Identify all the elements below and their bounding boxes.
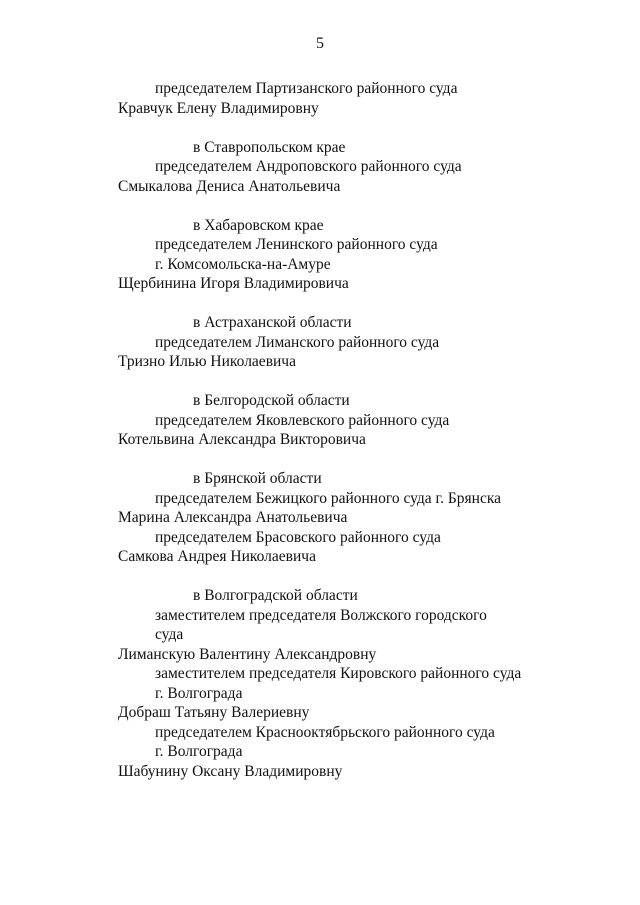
person-name: Тризно Илью Николаевича: [118, 353, 296, 370]
position-line: г. Волгограда: [155, 684, 243, 702]
position-line: председателем Ленинского районного суда: [155, 236, 438, 253]
position-line: председателем Брасовского районного суда: [155, 528, 441, 546]
appointment-block: [0, 138, 640, 197]
person-name: Добраш Татьяну Валериевну: [118, 704, 310, 721]
region-heading: в Волгоградской области: [193, 587, 358, 604]
appointments-list: [0, 79, 640, 801]
person-name: Котельвина Александра Викторовича: [118, 431, 366, 448]
position-line: председателем Андроповского районного суда: [155, 158, 462, 175]
position-line: председателем Бежицкого районного суда г. Брянска: [155, 489, 502, 507]
appointment-block: [0, 313, 640, 372]
appointment-block: [0, 79, 640, 118]
position-line: суда: [155, 626, 184, 643]
position-line: заместителем председателя Кировского районного суда: [155, 665, 522, 682]
region-heading: в Белгородской области: [193, 392, 350, 409]
appointment-block: [0, 391, 640, 450]
appointment-block: [0, 469, 640, 567]
region-heading: в Ставропольском крае: [193, 138, 346, 156]
person-name: Лиманскую Валентину Александровну: [118, 645, 377, 663]
position-line: г. Комсомольска-на-Амуре: [155, 255, 331, 273]
appointment-block: [0, 216, 640, 294]
person-name: Смыкалова Дениса Анатольевича: [118, 177, 341, 195]
person-name: Шабунину Оксану Владимировну: [118, 762, 343, 780]
position-line: г. Волгограда: [155, 743, 243, 760]
position-line: председателем Партизанского районного суда: [155, 80, 458, 97]
page-number: 5: [316, 35, 324, 52]
appointment-block: [0, 586, 640, 781]
person-name: Кравчук Елену Владимировну: [118, 99, 319, 117]
region-heading: в Брянской области: [193, 470, 322, 487]
region-heading: в Астраханской области: [193, 314, 352, 331]
person-name: Марина Александра Анатольевича: [118, 509, 348, 526]
position-line: заместителем председателя Волжского городского: [155, 606, 487, 624]
position-line: председателем Краснооктябрьского районного суда: [155, 723, 495, 741]
position-line: председателем Лиманского районного суда: [155, 333, 440, 351]
person-name: Щербинина Игоря Владимировича: [118, 275, 349, 292]
person-name: Самкова Андрея Николаевича: [118, 548, 316, 565]
position-line: председателем Яковлевского районного суда: [155, 411, 450, 429]
region-heading: в Хабаровском крае: [193, 216, 324, 234]
